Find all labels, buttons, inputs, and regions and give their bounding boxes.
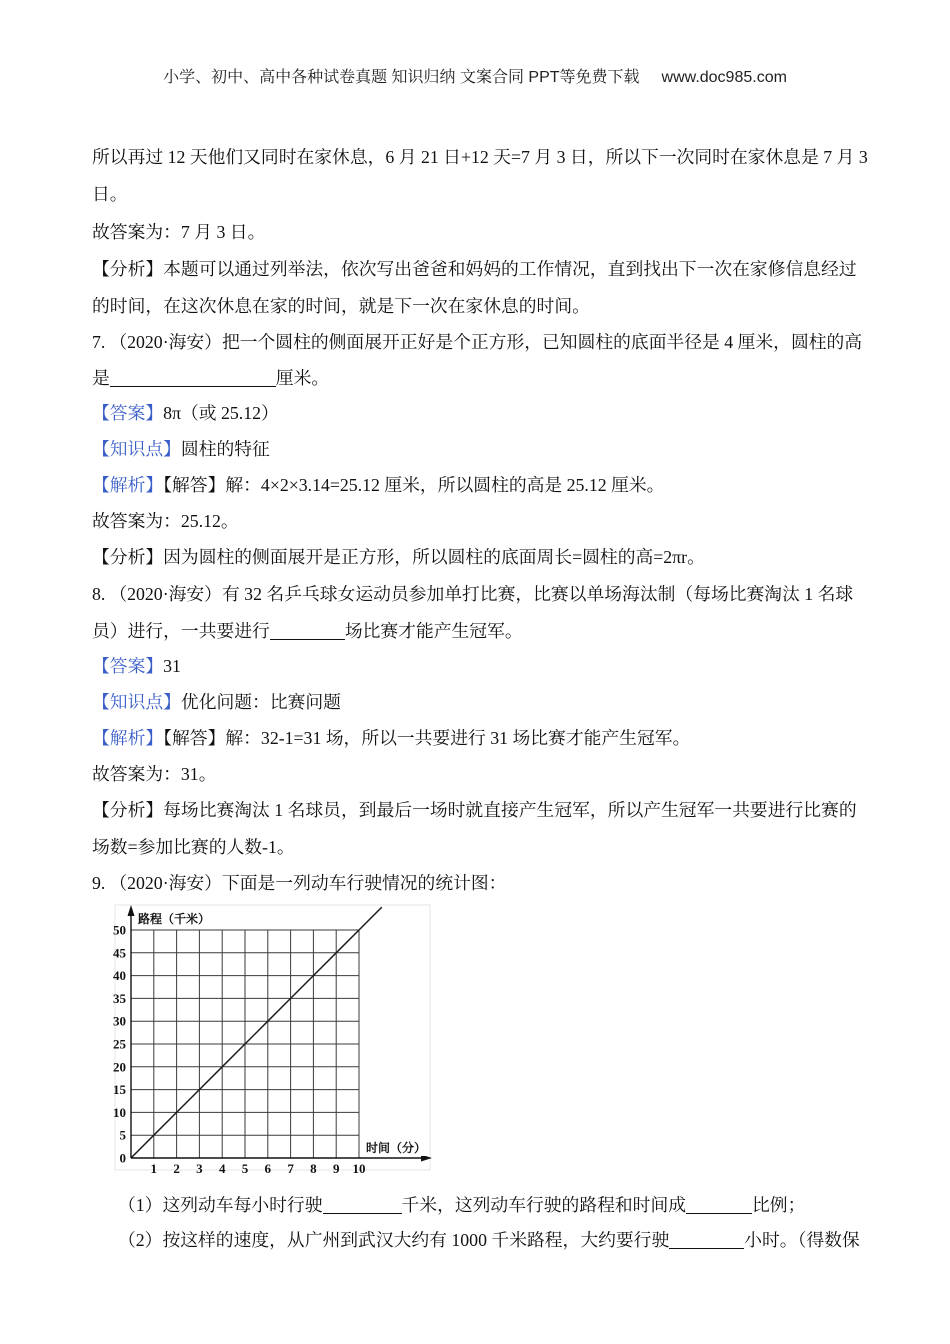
q7-explain-line [92,472,664,498]
y-axis-label: 路程（千米） [138,912,211,926]
q7-stem-after-blank: 厘米。 [275,368,330,388]
page-header [0,66,950,90]
q9-sub1-blank-proportion [686,1197,752,1214]
q7-stem-line2 [92,365,329,391]
analysis-label: 【分析】 [92,800,164,820]
q9-number: 9. [92,873,106,893]
q8-analysis-text: 每场比赛淘汰 1 名球员，到最后一场时就直接产生冠军，所以产生冠军一共要进行比赛的 [163,800,857,820]
x-tick-label: 7 [287,1161,294,1176]
q7-final-answer: 故答案为：25.12。 [92,511,239,531]
y-tick-label: 20 [113,1059,126,1075]
series-line [131,907,382,1158]
chart-frame [115,905,430,1170]
q7-knowledge-line [92,436,270,462]
q8-knowledge: 优化问题：比赛问题 [180,692,341,712]
q9-stem-line [92,870,506,896]
q9-sub1-middle: 千米，这列动车行驶的路程和时间成 [401,1195,687,1215]
analysis-label: 【分析】 [92,547,164,567]
y-tick-label: 35 [113,990,126,1006]
q7-source: （2020·海安） [109,332,222,352]
x-tick-label: 5 [241,1161,249,1176]
q9-sub2-line [118,1227,860,1253]
q8-stem-line1 [92,581,853,607]
y-axis-arrow [128,905,135,916]
answer-label: 【答案】 [92,656,164,676]
x-tick-label: 8 [310,1161,317,1176]
y-tick-label: 40 [113,968,126,984]
q7-explain: 【解答】解：4×2×3.14=25.12 厘米，所以圆柱的高是 25.12 厘米。 [163,475,665,495]
q7-answer-blank [110,370,276,387]
q7-analysis-line [92,544,705,570]
q7-stem-before-blank: 是 [92,368,110,388]
q8-analysis-line2: 场数=参加比赛的人数-1。 [92,837,295,857]
x-tick-label: 4 [218,1161,226,1176]
y-tick-label: 10 [113,1104,126,1120]
y-tick-label: 30 [113,1013,126,1029]
q8-stem-text: 有 32 名乒乓球女运动员参加单打比赛，比赛以单场海汰制（每场比赛淘汰 1 名球 [221,584,854,604]
q8-source: （2020·海安） [109,584,222,604]
knowledge-label: 【知识点】 [92,692,181,712]
y-tick-label: 15 [113,1082,126,1098]
q7-stem-line1 [92,329,862,355]
q7-stem-text: 把一个圆柱的侧面展开正好是个正方形，已知圆柱的底面半径是 4 厘米，圆柱的高 [221,332,863,352]
header-title: 小学、初中、高中各种试卷真题 知识归纳 文案合同 PPT等免费下载 [163,69,640,86]
x-tick-label: 6 [264,1161,272,1176]
explain-label: 【解析】 [92,475,164,495]
q7-knowledge: 圆柱的特征 [180,439,270,459]
prev-analysis-line1 [92,256,857,282]
q9-sub1-after: 比例； [752,1195,806,1215]
q8-stem-before-blank: 员）进行，一共要进行 [92,621,270,641]
analysis-label: 【分析】 [92,259,164,279]
y-tick-label: 5 [119,1127,126,1143]
q8-knowledge-line [92,689,341,715]
q9-sub2-blank-hours [669,1232,744,1249]
q7-answer: 8π（或 25.12） [163,403,279,423]
x-tick-label: 3 [196,1161,203,1176]
prev-solution-line1: 所以再过 12 天他们又同时在家休息，6 月 21 日+12 天=7 月 3 日，所以下一次同时在家休息是 7 月 3 [92,147,868,167]
q8-explain-line [92,725,690,751]
prev-analysis-line2: 的时间，在这次休息在家的时间，就是下一次在家休息的时间。 [92,296,590,316]
x-tick-label: 9 [332,1161,340,1176]
q7-number: 7. [92,332,106,352]
q8-answer: 31 [163,656,181,676]
explain-label: 【解析】 [92,728,164,748]
x-tick-label: 1 [150,1161,158,1176]
y-tick-label: 25 [113,1036,126,1052]
q9-sub1-before: （1）这列动车每小时行驶 [118,1195,323,1215]
q8-number: 8. [92,584,106,604]
y-tick-label: 50 [113,922,126,938]
q8-stem-line2 [92,618,523,644]
q8-analysis-line1 [92,797,857,823]
x-tick-label: 2 [173,1161,180,1176]
prev-solution-line2: 日。 [92,184,128,204]
q9-source: （2020·海安） [109,873,222,893]
q8-final-answer: 故答案为：31。 [92,764,217,784]
analysis-text: 本题可以通过列举法，依次写出爸爸和妈妈的工作情况，直到找出下一次在家修信息经过 [163,259,857,279]
q9-sub2-after: 小时。（得数保 [744,1230,860,1250]
q9-sub1-blank-speed [323,1197,402,1214]
travel-line-chart [108,898,438,1176]
x-tick-label: 10 [352,1161,366,1176]
q9-sub2-before: （2）按这样的速度，从广州到武汉大约有 1000 千米路程，大约要行驶 [118,1230,670,1250]
q8-answer-blank [270,623,345,640]
header-site-url: www.doc985.com [661,69,787,86]
y-tick-label: 0 [119,1150,126,1166]
q7-answer-line [92,400,279,426]
q8-explain: 【解答】解：32-1=31 场，所以一共要进行 31 场比赛才能产生冠军。 [163,728,691,748]
knowledge-label: 【知识点】 [92,439,181,459]
prev-final-answer: 故答案为：7 月 3 日。 [92,222,266,242]
x-axis-label: 时间（分） [366,1141,427,1155]
y-tick-label: 45 [113,945,126,961]
q8-answer-line [92,653,181,679]
answer-label: 【答案】 [92,403,164,423]
q9-sub1-line [118,1192,805,1218]
q9-stem-text: 下面是一列动车行驶情况的统计图： [221,873,507,893]
q8-stem-after-blank: 场比赛才能产生冠军。 [344,621,523,641]
q7-analysis: 因为圆柱的侧面展开是正方形，所以圆柱的底面周长=圆柱的高=2πr。 [163,547,705,567]
